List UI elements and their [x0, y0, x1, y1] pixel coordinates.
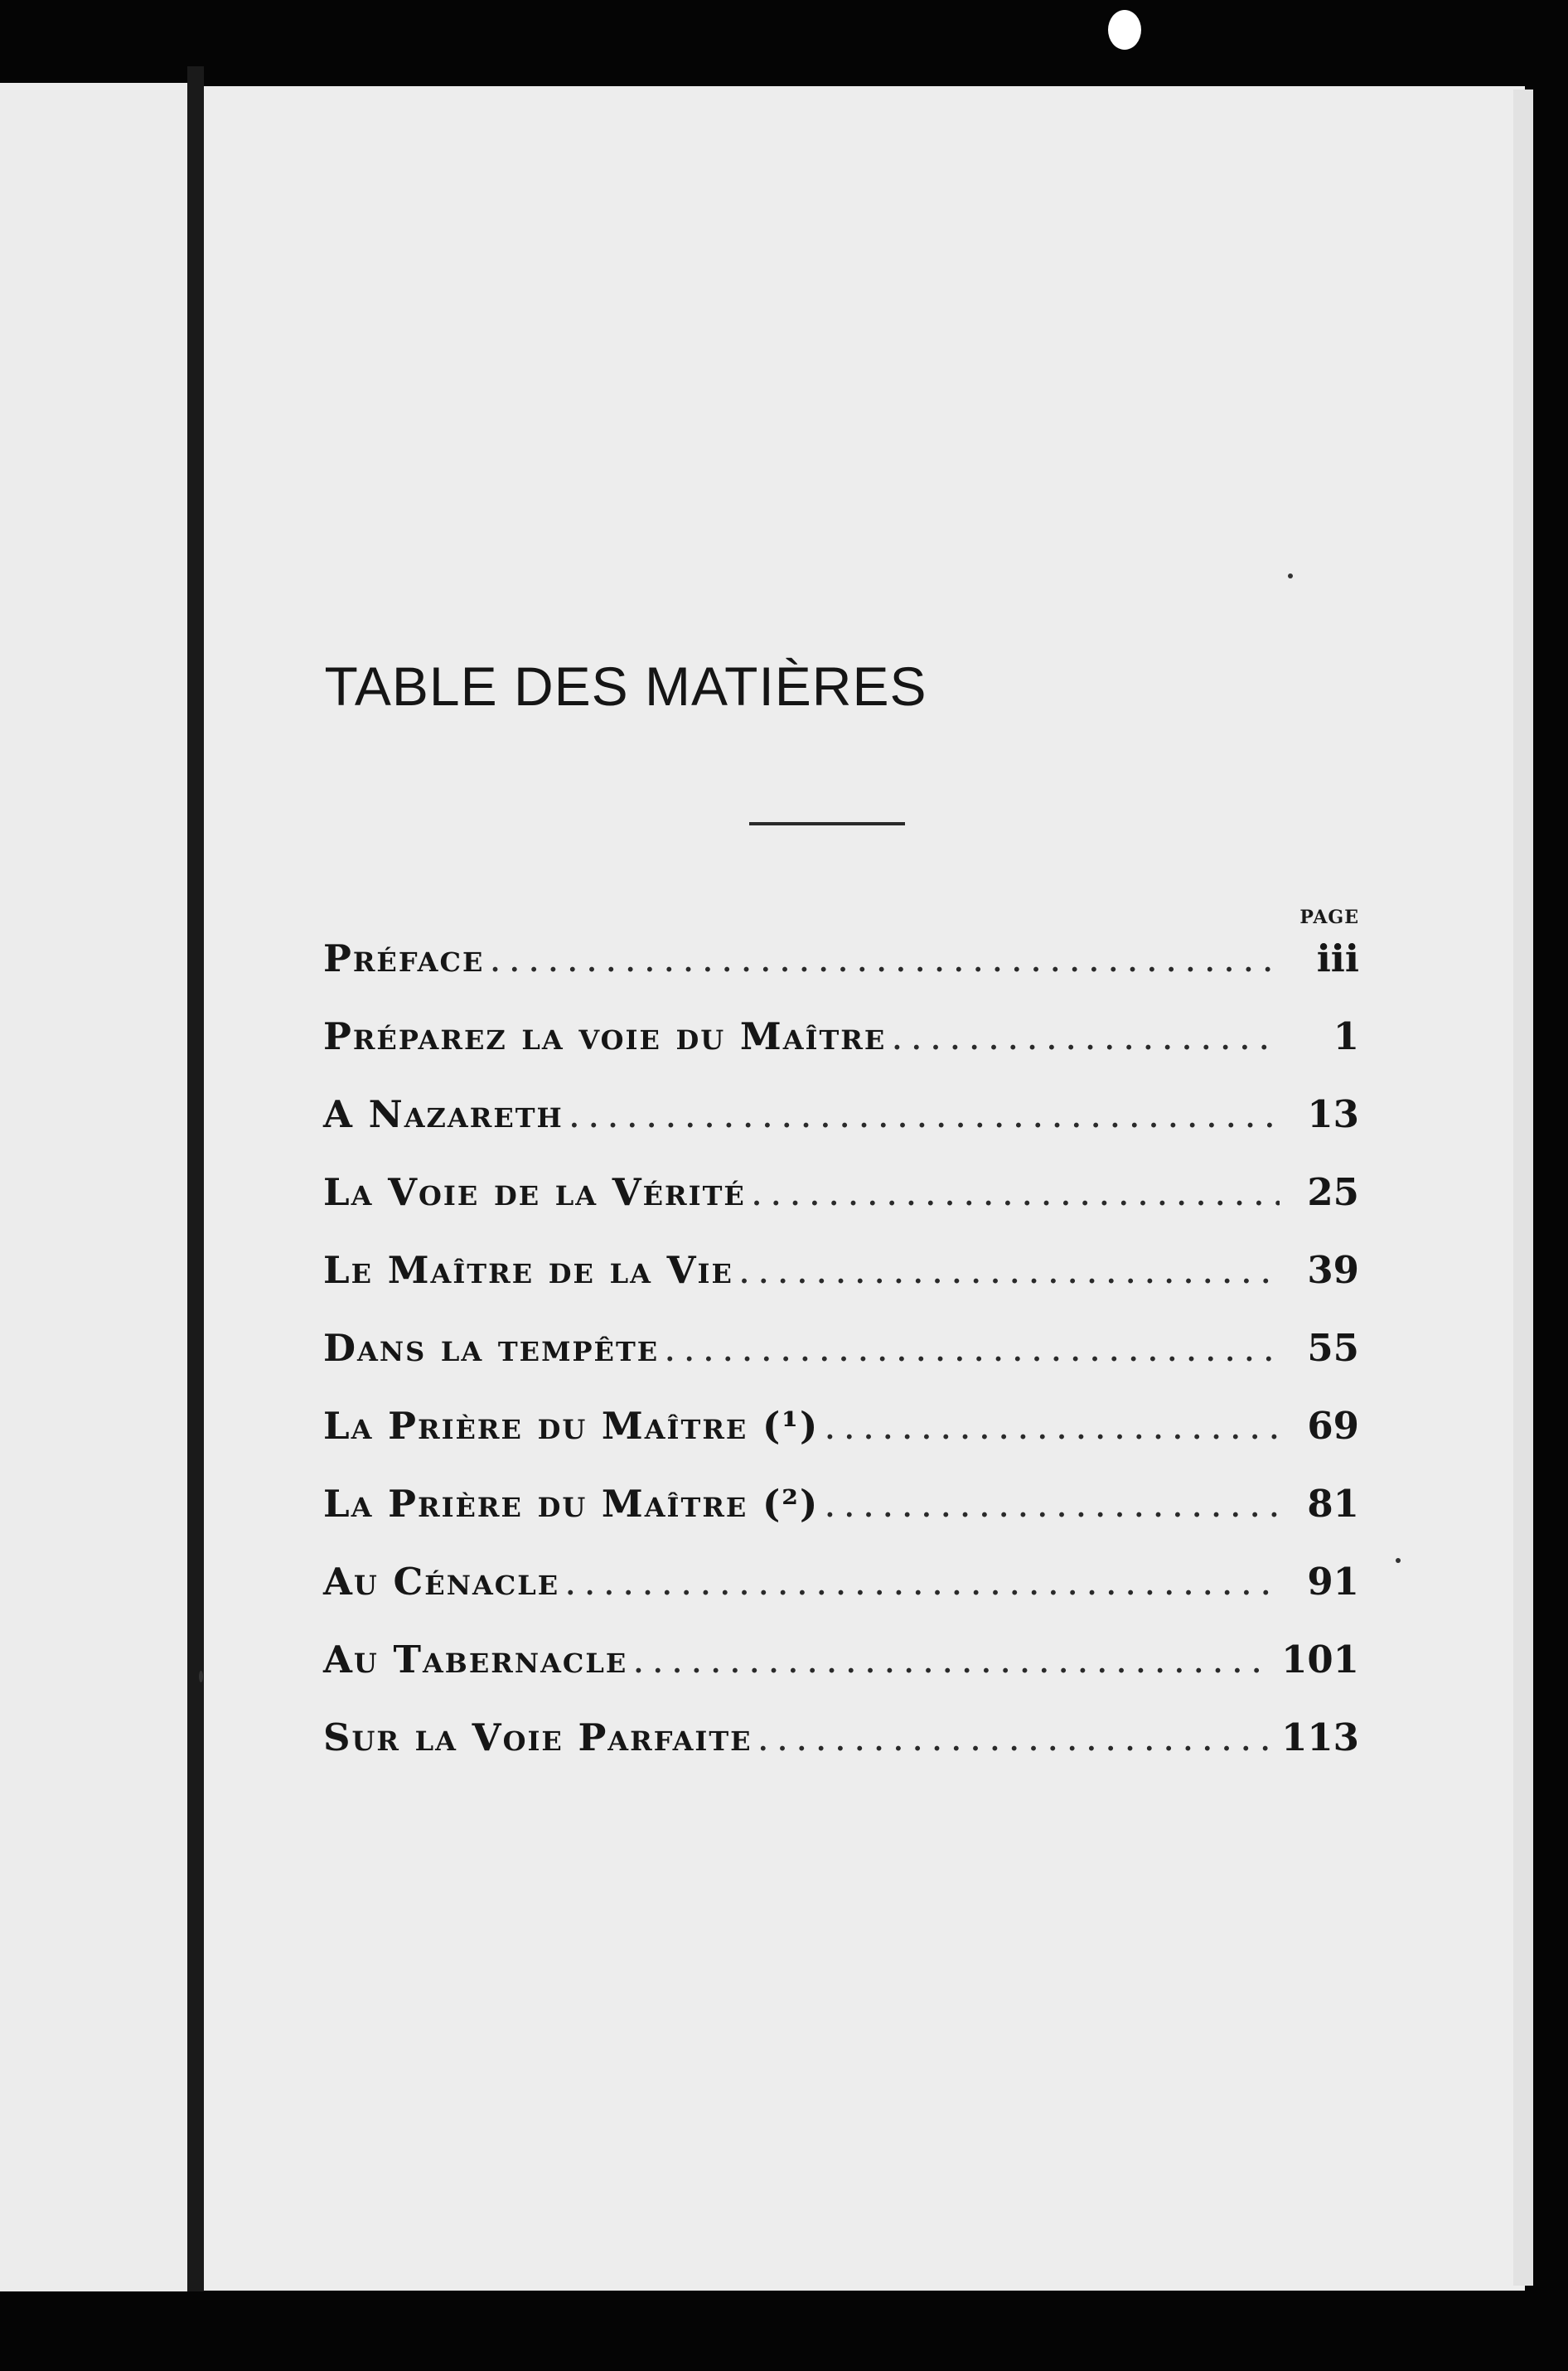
toc-entry-page: 81 [1307, 1482, 1359, 1526]
dot-leader [564, 1560, 1280, 1604]
toc-entry [323, 936, 1359, 1014]
toc-entry-page: 1 [1333, 1014, 1359, 1058]
book-spine [187, 66, 204, 2291]
page-title: TABLE DES MATIÈRES [324, 656, 927, 717]
dot-leader [738, 1248, 1280, 1292]
dot-leader [632, 1638, 1268, 1681]
toc-entry-title: Préface [323, 936, 485, 980]
toc-entry-page: 113 [1281, 1715, 1359, 1759]
toc-entry [323, 1248, 1359, 1326]
dot-leader [824, 1404, 1280, 1448]
toc-entry-page: iii [1316, 936, 1359, 980]
toc-entry-title: Sur la Voie Parfaite [323, 1715, 753, 1759]
toc-entry-page: 25 [1307, 1170, 1359, 1214]
toc-entry-page: 13 [1307, 1092, 1359, 1136]
toc-entry [323, 1482, 1359, 1560]
toc-entry [323, 1092, 1359, 1170]
toc-entry-page: 101 [1281, 1638, 1359, 1681]
toc-entry-title: Préparez la voie du Maître [323, 1014, 887, 1058]
toc-entry [323, 1715, 1359, 1793]
dot-leader [569, 1092, 1280, 1136]
dot-leader [751, 1170, 1280, 1214]
toc-entry-title: Au Cénacle [323, 1560, 560, 1604]
toc-entry [323, 1638, 1359, 1715]
dust-speck [1288, 573, 1293, 578]
dot-leader [489, 936, 1280, 980]
toc-entry-title: La Prière du Maître (²) [323, 1482, 820, 1526]
toc-entry [323, 1170, 1359, 1248]
dust-speck [1396, 1558, 1401, 1563]
toc-entry [323, 1560, 1359, 1638]
toc-entry [323, 1404, 1359, 1482]
dot-leader [664, 1326, 1280, 1370]
toc-entry-title: La Voie de la Vérité [323, 1170, 746, 1214]
toc-entry-page: 39 [1307, 1248, 1359, 1292]
dot-leader [891, 1014, 1280, 1058]
toc-entry [323, 1326, 1359, 1404]
toc-entry-title: A Nazareth [323, 1092, 564, 1136]
toc-entry-page: 55 [1307, 1326, 1359, 1370]
table-of-contents [323, 936, 1359, 1793]
toc-entry-title: Au Tabernacle [323, 1638, 628, 1681]
toc-entry-title: Le Maître de la Vie [323, 1248, 733, 1292]
dot-leader [757, 1715, 1268, 1759]
dot-leader [824, 1482, 1280, 1526]
binding-hole [1108, 10, 1141, 50]
title-divider [749, 822, 905, 825]
page-edge-shadow [1513, 90, 1533, 2286]
toc-entry-title: Dans la tempête [323, 1326, 660, 1370]
dust-speck [199, 1671, 203, 1682]
page-column-header: PAGE [1299, 907, 1359, 928]
toc-entry-page: 69 [1307, 1404, 1359, 1448]
toc-entry-title: La Prière du Maître (¹) [323, 1404, 820, 1448]
previous-page-edge [0, 83, 192, 2291]
toc-entry-page: 91 [1307, 1560, 1359, 1604]
toc-entry [323, 1014, 1359, 1092]
